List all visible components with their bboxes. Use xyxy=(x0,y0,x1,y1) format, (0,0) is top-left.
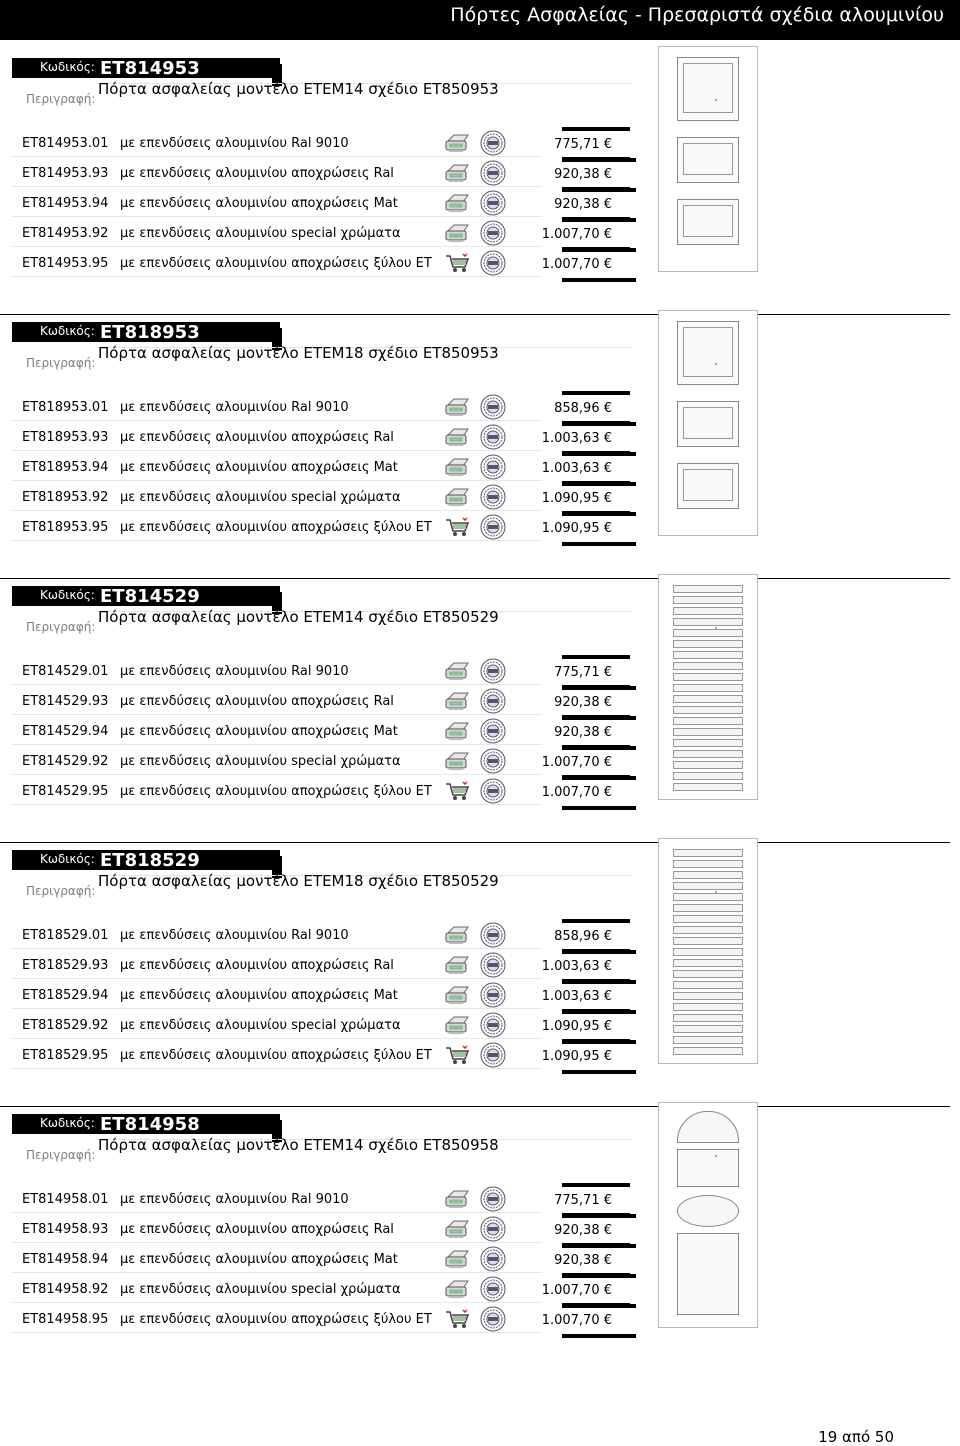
printer-icon[interactable] xyxy=(444,1218,470,1240)
row-divider xyxy=(12,450,542,451)
door-slat xyxy=(673,607,743,615)
variant-price: 775,71 € xyxy=(554,665,612,680)
price-bar xyxy=(562,745,630,749)
row-divider xyxy=(12,186,542,187)
printer-icon[interactable] xyxy=(444,720,470,742)
price-bar xyxy=(562,511,630,515)
variant-code: ET814958.01 xyxy=(22,1192,109,1207)
variant-price: 1.090,95 € xyxy=(541,491,612,506)
printer-icon[interactable] xyxy=(444,192,470,214)
product-description: Πόρτα ασφαλείας μοντέλο ETEM18 σχέδιο ET850953 xyxy=(98,344,499,362)
quality-badge-icon xyxy=(480,1186,506,1212)
section-divider xyxy=(0,578,950,579)
product-code: ET818953 xyxy=(100,322,200,343)
printer-icon[interactable] xyxy=(444,396,470,418)
price-bar xyxy=(562,1243,630,1247)
door-slat xyxy=(673,904,743,912)
quality-badge-icon xyxy=(480,514,506,540)
door-handle xyxy=(715,1155,717,1157)
variant-code: ET818953.93 xyxy=(22,430,109,445)
variant-row xyxy=(0,752,640,782)
price-bar xyxy=(562,421,630,425)
variant-description: με επενδύσεις αλουμινίου Ral 9010 xyxy=(120,1192,349,1207)
door-slat xyxy=(673,1036,743,1044)
printer-icon[interactable] xyxy=(444,1014,470,1036)
variant-row xyxy=(0,458,640,488)
page-title: Πόρτες Ασφαλείας - Πρεσαριστά σχέδια αλουμινίου xyxy=(450,4,944,26)
cart-icon[interactable] xyxy=(444,252,470,274)
door-oval xyxy=(677,1195,739,1227)
printer-icon[interactable] xyxy=(444,426,470,448)
quality-badge-icon xyxy=(480,922,506,948)
price-bar xyxy=(562,247,630,251)
row-divider xyxy=(12,978,542,979)
row-divider xyxy=(12,714,542,715)
printer-icon[interactable] xyxy=(444,690,470,712)
variant-row xyxy=(0,692,640,722)
variant-code: ET814953.95 xyxy=(22,256,109,271)
variant-description: με επενδύσεις αλουμινίου αποχρώσεις ξύλου ET xyxy=(120,1312,432,1327)
printer-icon[interactable] xyxy=(444,486,470,508)
quality-badge-icon xyxy=(480,778,506,804)
row-divider xyxy=(12,1302,542,1303)
price-bar xyxy=(562,1303,630,1307)
door-slat xyxy=(673,882,743,890)
row-divider xyxy=(12,1008,542,1009)
door-slat xyxy=(673,1003,743,1011)
door-panel xyxy=(677,1233,739,1315)
cart-icon[interactable] xyxy=(444,1308,470,1330)
price-bar xyxy=(562,806,636,810)
quality-badge-icon xyxy=(480,718,506,744)
price-bar xyxy=(562,278,636,282)
printer-icon[interactable] xyxy=(444,222,470,244)
description-label: Περιγραφή: xyxy=(26,1148,96,1162)
price-bar xyxy=(562,685,630,689)
row-divider xyxy=(12,1068,542,1069)
door-slat xyxy=(673,948,743,956)
variant-code: ET818529.92 xyxy=(22,1018,109,1033)
variant-description: με επενδύσεις αλουμινίου Ral 9010 xyxy=(120,928,349,943)
price-bar xyxy=(562,391,630,395)
variant-price: 1.007,70 € xyxy=(541,257,612,272)
description-label: Περιγραφή: xyxy=(26,92,96,106)
door-slat xyxy=(673,684,743,692)
quality-badge-icon xyxy=(480,658,506,684)
product-description: Πόρτα ασφαλείας μοντέλο ETEM18 σχέδιο ET850529 xyxy=(98,872,499,890)
price-bar xyxy=(562,127,630,131)
door-slat xyxy=(673,871,743,879)
variant-row xyxy=(0,722,640,752)
variant-price: 1.003,63 € xyxy=(541,431,612,446)
door-slat xyxy=(673,640,743,648)
door-panel-inner xyxy=(683,143,733,175)
code-label: Κωδικός: xyxy=(40,1116,95,1130)
printer-icon[interactable] xyxy=(444,1278,470,1300)
row-divider xyxy=(12,156,542,157)
quality-badge-icon xyxy=(480,220,506,246)
printer-icon[interactable] xyxy=(444,750,470,772)
row-divider xyxy=(12,276,542,277)
product-description: Πόρτα ασφαλείας μοντέλο ETEM14 σχέδιο ET850953 xyxy=(98,80,499,98)
description-label: Περιγραφή: xyxy=(26,356,96,370)
door-slat xyxy=(673,662,743,670)
quality-badge-icon xyxy=(480,160,506,186)
printer-icon[interactable] xyxy=(444,162,470,184)
variant-code: ET814958.94 xyxy=(22,1252,109,1267)
variant-price: 920,38 € xyxy=(554,725,612,740)
product-code: ET814958 xyxy=(100,1114,200,1135)
door-image xyxy=(658,838,758,1064)
price-bar xyxy=(562,217,630,221)
quality-badge-icon xyxy=(480,484,506,510)
variant-description: με επενδύσεις αλουμινίου αποχρώσεις Mat xyxy=(120,988,398,1003)
variant-price: 920,38 € xyxy=(554,1223,612,1238)
door-panel-inner xyxy=(683,327,733,377)
variant-code: ET818953.94 xyxy=(22,460,109,475)
header-bar xyxy=(0,0,960,40)
printer-icon[interactable] xyxy=(444,954,470,976)
description-label: Περιγραφή: xyxy=(26,884,96,898)
quality-badge-icon xyxy=(480,1276,506,1302)
variant-description: με επενδύσεις αλουμινίου αποχρώσεις ξύλου ET xyxy=(120,520,432,535)
variant-price: 1.090,95 € xyxy=(541,1019,612,1034)
door-handle xyxy=(715,627,717,629)
variant-description: με επενδύσεις αλουμινίου special χρώματα xyxy=(120,226,401,241)
variant-price: 1.003,63 € xyxy=(541,989,612,1004)
printer-icon[interactable] xyxy=(444,984,470,1006)
product-block xyxy=(0,580,960,838)
variant-description: με επενδύσεις αλουμινίου αποχρώσεις Ral xyxy=(120,166,394,181)
variant-row xyxy=(0,1016,640,1046)
variant-row xyxy=(0,782,640,812)
variant-code: ET818529.93 xyxy=(22,958,109,973)
variant-price: 1.007,70 € xyxy=(541,755,612,770)
variant-code: ET818953.95 xyxy=(22,520,109,535)
variant-description: με επενδύσεις αλουμινίου Ral 9010 xyxy=(120,136,349,151)
quality-badge-icon xyxy=(480,454,506,480)
door-slat xyxy=(673,981,743,989)
variant-code: ET814529.94 xyxy=(22,724,109,739)
product-description: Πόρτα ασφαλείας μοντέλο ETEM14 σχέδιο ET850529 xyxy=(98,608,499,626)
row-divider xyxy=(12,420,542,421)
door-slat xyxy=(673,915,743,923)
variant-row xyxy=(0,194,640,224)
price-bar xyxy=(562,187,630,191)
variant-price: 920,38 € xyxy=(554,167,612,182)
door-image xyxy=(658,46,758,272)
variant-code: ET818529.01 xyxy=(22,928,109,943)
door-slat xyxy=(673,651,743,659)
row-divider xyxy=(12,1038,542,1039)
variant-row xyxy=(0,1250,640,1280)
door-slat xyxy=(673,618,743,626)
quality-badge-icon xyxy=(480,130,506,156)
variant-price: 920,38 € xyxy=(554,197,612,212)
quality-badge-icon xyxy=(480,190,506,216)
variant-row xyxy=(0,986,640,1016)
row-divider xyxy=(12,804,542,805)
variant-price: 1.003,63 € xyxy=(541,959,612,974)
variant-code: ET814953.01 xyxy=(22,136,109,151)
door-slat xyxy=(673,673,743,681)
door-slat xyxy=(673,1047,743,1055)
door-slat xyxy=(673,585,743,593)
variant-code: ET818953.92 xyxy=(22,490,109,505)
price-bar xyxy=(562,542,636,546)
product-code: ET818529 xyxy=(100,850,200,871)
variant-price: 1.007,70 € xyxy=(541,1283,612,1298)
printer-icon[interactable] xyxy=(444,924,470,946)
variant-code: ET814953.92 xyxy=(22,226,109,241)
door-slat xyxy=(673,1014,743,1022)
quality-badge-icon xyxy=(480,424,506,450)
variant-row xyxy=(0,1046,640,1076)
variant-row xyxy=(0,134,640,164)
code-label: Κωδικός: xyxy=(40,60,95,74)
code-label: Κωδικός: xyxy=(40,324,95,338)
row-divider xyxy=(12,1272,542,1273)
door-slat xyxy=(673,728,743,736)
variant-code: ET818529.94 xyxy=(22,988,109,1003)
variant-row xyxy=(0,1190,640,1220)
product-description: Πόρτα ασφαλείας μοντέλο ETEM14 σχέδιο ET850958 xyxy=(98,1136,499,1154)
variant-price: 920,38 € xyxy=(554,1253,612,1268)
row-divider xyxy=(12,744,542,745)
variant-description: με επενδύσεις αλουμινίου Ral 9010 xyxy=(120,664,349,679)
variant-price: 1.090,95 € xyxy=(541,521,612,536)
price-bar xyxy=(562,949,630,953)
printer-icon[interactable] xyxy=(444,132,470,154)
door-panel-inner xyxy=(683,407,733,439)
price-bar xyxy=(562,157,630,161)
row-divider xyxy=(12,540,542,541)
variant-row xyxy=(0,398,640,428)
price-bar xyxy=(562,919,630,923)
price-bar xyxy=(562,655,630,659)
cart-icon[interactable] xyxy=(444,1044,470,1066)
row-divider xyxy=(12,480,542,481)
row-divider xyxy=(12,1242,542,1243)
variant-price: 1.003,63 € xyxy=(541,461,612,476)
door-panel xyxy=(677,1149,739,1187)
variant-description: με επενδύσεις αλουμινίου αποχρώσεις Ral xyxy=(120,430,394,445)
product-block xyxy=(0,52,960,310)
quality-badge-icon xyxy=(480,250,506,276)
product-block xyxy=(0,316,960,574)
price-bar xyxy=(562,1273,630,1277)
variant-row xyxy=(0,488,640,518)
variant-code: ET814958.95 xyxy=(22,1312,109,1327)
product-block xyxy=(0,844,960,1102)
variant-code: ET814958.92 xyxy=(22,1282,109,1297)
product-code: ET814953 xyxy=(100,58,200,79)
row-divider xyxy=(12,684,542,685)
variant-code: ET814953.93 xyxy=(22,166,109,181)
variant-description: με επενδύσεις αλουμινίου αποχρώσεις Mat xyxy=(120,460,398,475)
variant-row xyxy=(0,164,640,194)
price-bar xyxy=(562,1334,636,1338)
price-bar xyxy=(562,1039,630,1043)
variant-code: ET814529.01 xyxy=(22,664,109,679)
door-slat xyxy=(673,739,743,747)
door-slat xyxy=(673,849,743,857)
door-slat xyxy=(673,783,743,791)
door-slat xyxy=(673,772,743,780)
variant-description: με επενδύσεις αλουμινίου special χρώματα xyxy=(120,490,401,505)
quality-badge-icon xyxy=(480,1306,506,1332)
door-slat xyxy=(673,750,743,758)
price-bar xyxy=(562,1009,630,1013)
quality-badge-icon xyxy=(480,1216,506,1242)
door-slat xyxy=(673,706,743,714)
door-slat xyxy=(673,926,743,934)
quality-badge-icon xyxy=(480,982,506,1008)
door-handle xyxy=(715,99,717,101)
variant-code: ET818529.95 xyxy=(22,1048,109,1063)
door-slat xyxy=(673,937,743,945)
price-bar xyxy=(562,775,630,779)
door-slat xyxy=(673,695,743,703)
variant-description: με επενδύσεις αλουμινίου αποχρώσεις Ral xyxy=(120,958,394,973)
door-panel-inner xyxy=(683,205,733,237)
product-code: ET814529 xyxy=(100,586,200,607)
quality-badge-icon xyxy=(480,688,506,714)
printer-icon[interactable] xyxy=(444,660,470,682)
row-divider xyxy=(12,216,542,217)
variant-description: με επενδύσεις αλουμινίου αποχρώσεις ξύλου ET xyxy=(120,784,432,799)
price-bar xyxy=(562,979,630,983)
price-bar xyxy=(562,1183,630,1187)
price-bar xyxy=(562,451,630,455)
product-block xyxy=(0,1108,960,1366)
printer-icon[interactable] xyxy=(444,1248,470,1270)
variant-description: με επενδύσεις αλουμινίου special χρώματα xyxy=(120,1282,401,1297)
door-slat xyxy=(673,893,743,901)
door-slat xyxy=(673,596,743,604)
variant-row xyxy=(0,662,640,692)
price-bar xyxy=(562,1070,636,1074)
door-arch xyxy=(677,1111,739,1143)
row-divider xyxy=(12,1332,542,1333)
door-panel-inner xyxy=(683,63,733,113)
row-divider xyxy=(12,774,542,775)
door-slat xyxy=(673,992,743,1000)
price-bar xyxy=(562,715,630,719)
variant-code: ET814529.92 xyxy=(22,754,109,769)
variant-price: 1.007,70 € xyxy=(541,1313,612,1328)
quality-badge-icon xyxy=(480,1012,506,1038)
variant-description: με επενδύσεις αλουμινίου αποχρώσεις Mat xyxy=(120,724,398,739)
section-divider xyxy=(0,842,950,843)
printer-icon[interactable] xyxy=(444,1188,470,1210)
variant-code: ET814958.93 xyxy=(22,1222,109,1237)
quality-badge-icon xyxy=(480,1246,506,1272)
row-divider xyxy=(12,246,542,247)
door-slat xyxy=(673,761,743,769)
variant-code: ET814529.95 xyxy=(22,784,109,799)
variant-price: 775,71 € xyxy=(554,137,612,152)
section-divider xyxy=(0,1106,950,1107)
quality-badge-icon xyxy=(480,1042,506,1068)
variant-price: 858,96 € xyxy=(554,929,612,944)
price-bar xyxy=(562,1213,630,1217)
door-image xyxy=(658,574,758,800)
variant-description: με επενδύσεις αλουμινίου αποχρώσεις Ral xyxy=(120,694,394,709)
variant-code: ET818953.01 xyxy=(22,400,109,415)
door-slat xyxy=(673,959,743,967)
variant-description: με επενδύσεις αλουμινίου αποχρώσεις ξύλου ET xyxy=(120,1048,432,1063)
variant-description: με επενδύσεις αλουμινίου αποχρώσεις Mat xyxy=(120,1252,398,1267)
description-label: Περιγραφή: xyxy=(26,620,96,634)
door-slat xyxy=(673,860,743,868)
door-slat xyxy=(673,1025,743,1033)
variant-description: με επενδύσεις αλουμινίου αποχρώσεις ξύλου ET xyxy=(120,256,432,271)
variant-row xyxy=(0,224,640,254)
price-bar xyxy=(562,481,630,485)
row-divider xyxy=(12,1212,542,1213)
variant-price: 1.090,95 € xyxy=(541,1049,612,1064)
door-slat xyxy=(673,629,743,637)
section-divider xyxy=(0,314,950,315)
variant-code: ET814953.94 xyxy=(22,196,109,211)
door-handle xyxy=(715,363,717,365)
code-label: Κωδικός: xyxy=(40,852,95,866)
door-image xyxy=(658,310,758,536)
variant-row xyxy=(0,254,640,284)
door-image xyxy=(658,1102,758,1328)
variant-row xyxy=(0,428,640,458)
variant-price: 1.007,70 € xyxy=(541,227,612,242)
door-slat xyxy=(673,970,743,978)
variant-row xyxy=(0,1280,640,1310)
variant-price: 775,71 € xyxy=(554,1193,612,1208)
door-slat xyxy=(673,717,743,725)
variant-price: 858,96 € xyxy=(554,401,612,416)
variant-price: 1.007,70 € xyxy=(541,785,612,800)
variant-description: με επενδύσεις αλουμινίου special χρώματα xyxy=(120,1018,401,1033)
variant-description: με επενδύσεις αλουμινίου Ral 9010 xyxy=(120,400,349,415)
code-label: Κωδικός: xyxy=(40,588,95,602)
variant-row xyxy=(0,1310,640,1340)
row-divider xyxy=(12,948,542,949)
page-number: 19 από 50 xyxy=(818,1428,894,1446)
variant-code: ET814529.93 xyxy=(22,694,109,709)
variant-price: 920,38 € xyxy=(554,695,612,710)
cart-icon[interactable] xyxy=(444,780,470,802)
printer-icon[interactable] xyxy=(444,456,470,478)
quality-badge-icon xyxy=(480,748,506,774)
door-handle xyxy=(715,891,717,893)
quality-badge-icon xyxy=(480,952,506,978)
variant-description: με επενδύσεις αλουμινίου αποχρώσεις Mat xyxy=(120,196,398,211)
variant-row xyxy=(0,1220,640,1250)
variant-row xyxy=(0,518,640,548)
variant-description: με επενδύσεις αλουμινίου special χρώματα xyxy=(120,754,401,769)
door-panel-inner xyxy=(683,469,733,501)
cart-icon[interactable] xyxy=(444,516,470,538)
variant-row xyxy=(0,926,640,956)
variant-row xyxy=(0,956,640,986)
quality-badge-icon xyxy=(480,394,506,420)
row-divider xyxy=(12,510,542,511)
variant-description: με επενδύσεις αλουμινίου αποχρώσεις Ral xyxy=(120,1222,394,1237)
